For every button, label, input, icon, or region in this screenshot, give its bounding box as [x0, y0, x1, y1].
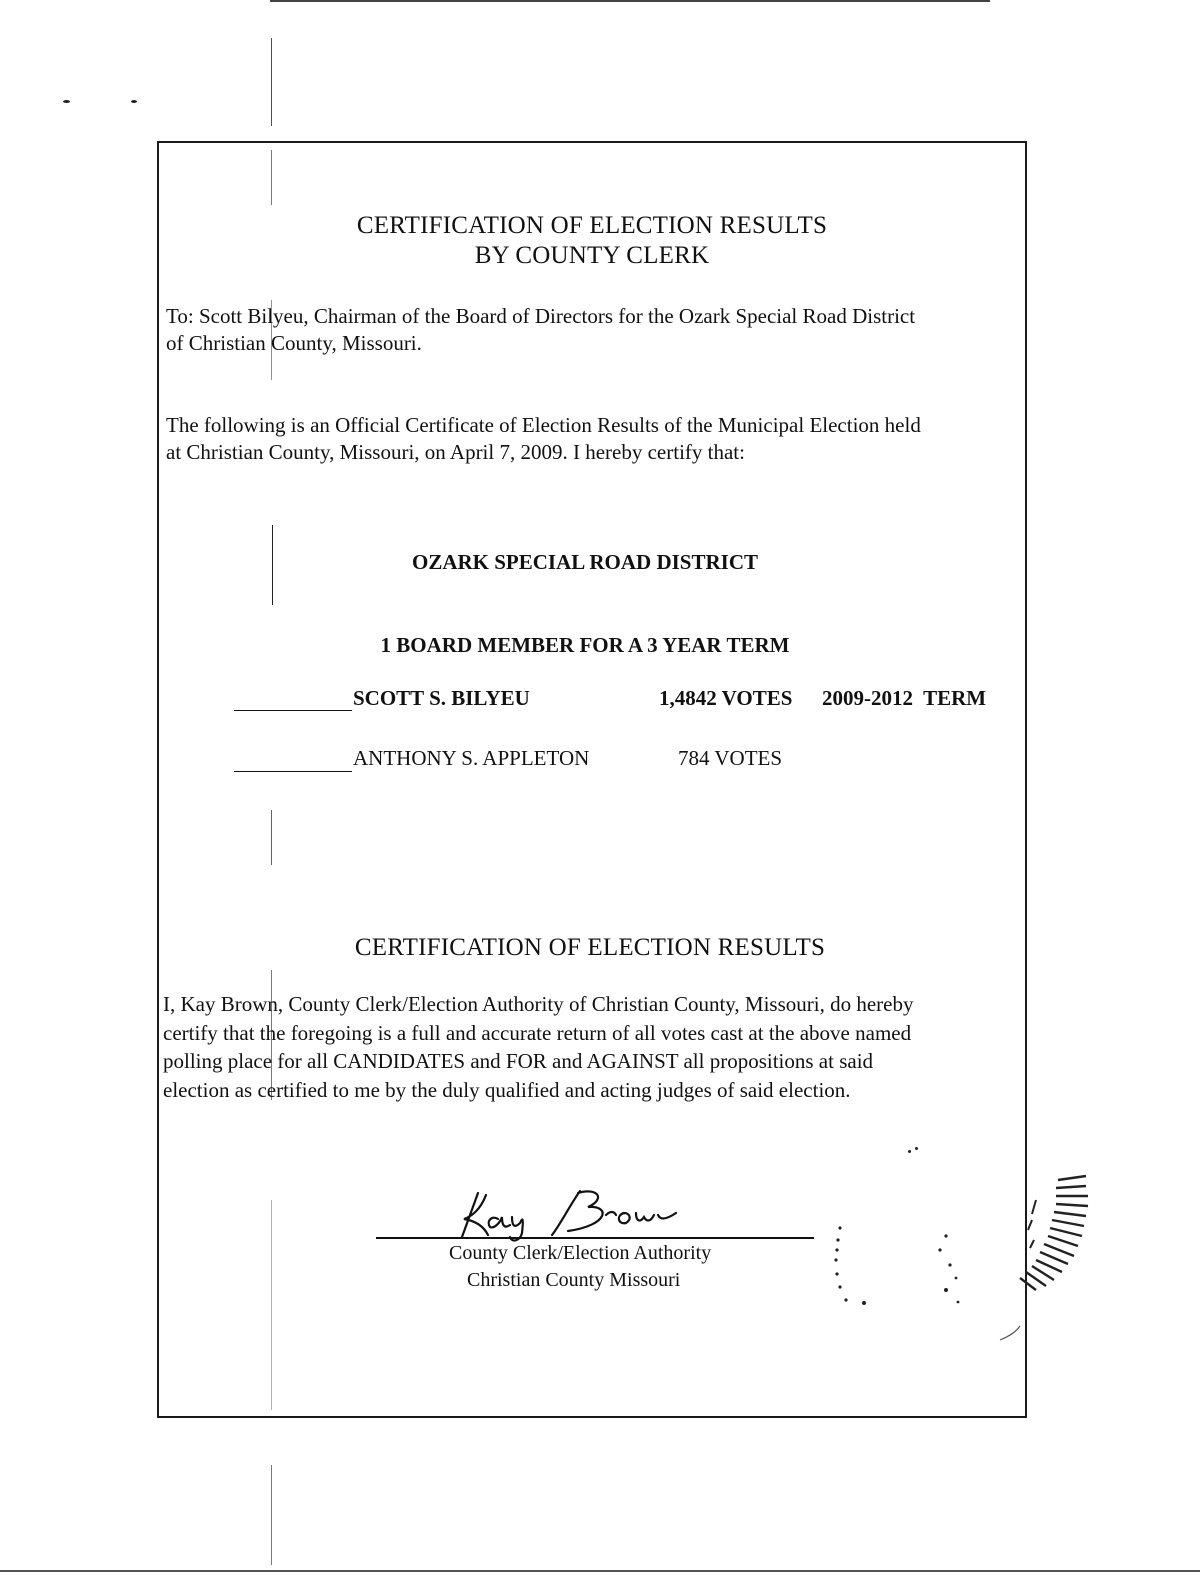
- title-line-2: BY COUNTY CLERK: [474, 242, 710, 269]
- addressee: [166, 303, 1026, 357]
- fold-line-1: [271, 38, 272, 126]
- intro-line-2: at Christian County, Missouri, on April 7, 2009. I hereby certify that:: [166, 440, 745, 464]
- addressee-line-1: To: Scott Bilyeu, Chairman of the Board of Directors for the Ozark Special Road District: [166, 304, 916, 328]
- certification-heading: CERTIFICATION OF ELECTION RESULTS: [354, 934, 826, 961]
- intro-paragraph: [166, 412, 1026, 466]
- candidate-term: 2009-2012 TERM: [822, 686, 987, 710]
- top-edge-line: [270, 0, 990, 2]
- title-line-1: CERTIFICATION OF ELECTION RESULTS: [356, 212, 828, 239]
- certification-line-1: I, Kay Brown, County Clerk/Election Authority of Christian County, Missouri, do hereby: [163, 992, 914, 1016]
- office-heading: 1 BOARD MEMBER FOR A 3 YEAR TERM: [380, 633, 790, 657]
- scan-speck: [131, 100, 137, 103]
- mark-blank: [234, 751, 352, 772]
- candidate-votes: 1,4842 VOTES: [659, 686, 793, 710]
- certification-line-4: election as certified to me by the duly qualified and acting judges of said election.: [163, 1077, 851, 1102]
- county-seal-impression: [800, 1140, 1100, 1380]
- signature-title: [449, 1240, 711, 1294]
- signature-title-line-1: County Clerk/Election Authority: [449, 1242, 712, 1264]
- signature-title-line-2: Christian County Missouri: [467, 1269, 681, 1291]
- candidate-name: SCOTT S. BILYEU: [353, 686, 530, 710]
- fold-line-8: [271, 1465, 272, 1565]
- candidate-row: [234, 686, 1024, 711]
- certification-paragraph: [163, 990, 1025, 1104]
- candidate-name: ANTHONY S. APPLETON: [353, 746, 590, 770]
- candidate-votes: 784 VOTES: [678, 746, 783, 770]
- signature-line: [376, 1237, 814, 1239]
- document-title: [157, 212, 1027, 270]
- certification-line-2: certify that the foregoing is a full and accurate return of all votes cast at the above named: [163, 1020, 912, 1045]
- certification-line-3: polling place for all CANDIDATES and FOR and AGAINST all propositions at said: [163, 1049, 874, 1073]
- bottom-edge-line: [0, 1570, 1200, 1572]
- handwritten-signature: [440, 1185, 680, 1245]
- intro-line-1: The following is an Official Certificate of Election Results of the Municipal Election held: [166, 413, 921, 437]
- scan-speck: [63, 100, 70, 103]
- candidate-row: [234, 745, 1024, 772]
- mark-blank: [234, 690, 352, 711]
- district-heading: OZARK SPECIAL ROAD DISTRICT: [412, 550, 758, 574]
- addressee-line-2: of Christian County, Missouri.: [166, 331, 422, 355]
